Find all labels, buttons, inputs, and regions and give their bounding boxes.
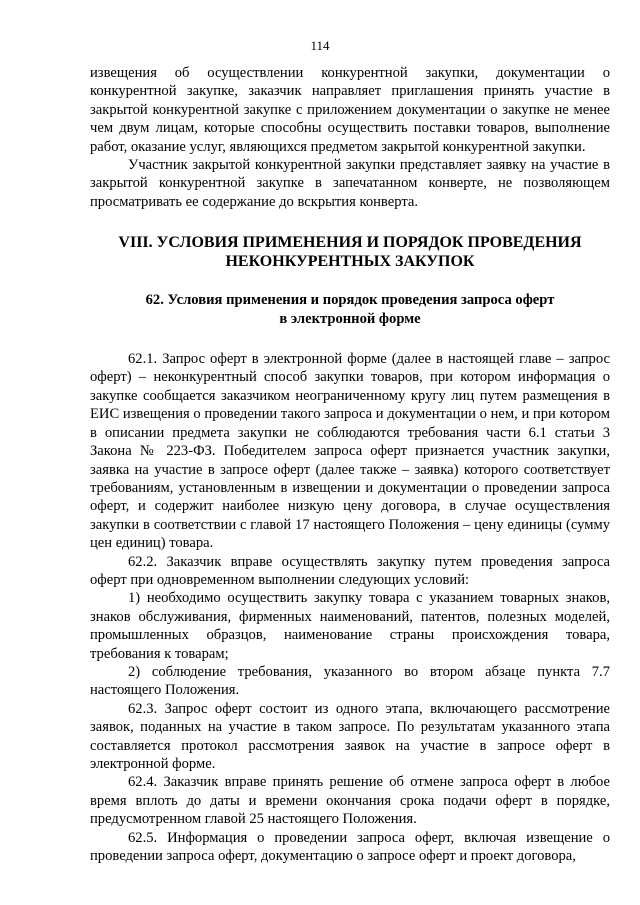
chapter-heading-line: VIII. УСЛОВИЯ ПРИМЕНЕНИЯ И ПОРЯДОК ПРОВЕДЕНИЯ [118,234,582,252]
paragraph-62-2: 62.2. Заказчик вправе осуществлять закупку путем проведения запроса оферт при одновременном выполнении следующих условий: [90,553,610,588]
page-number: 114 [310,38,330,53]
page-content [90,64,610,865]
paragraph-62-3: 62.3. Запрос оферт состоит из одного этапа, включающего рассмотрение заявок, поданных на участие в таком запросе. По результатам указанного этапа составляется протокол рассмотрения заявок на участие в запросе оферт в электронной форме. [90,700,610,772]
chapter-heading [90,233,610,271]
paragraph-continuation: извещения об осуществлении конкурентной закупки, документации о конкурентной закупке, заказчик направляет приглашения принять участие в закрытой конкурентной закупке с приложением документации о закупке не менее чем двум лицам, которые способны осуществить поставки товаров, выполнение работ, оказание услуг, являющихся предметом закрытой конкурентной закупки. [90,65,610,155]
paragraph: Участник закрытой конкурентной закупки представляет заявку на участие в закрытой конкурентной закупке в запечатанном конверте, не позволяющем просматривать ее содержание до вскрытия конверта. [90,157,610,210]
section-heading [90,291,610,328]
section-heading-line: 62. Условия применения и порядок проведения запроса оферт [145,292,555,309]
chapter-heading-line: НЕКОНКУРЕНТНЫХ ЗАКУПОК [225,253,475,271]
paragraph-62-1: 62.1. Запрос оферт в электронной форме (далее в настоящей главе – запрос оферт) – неконкурентный способ закупки товаров, при котором информация о закупке сообщается заказчиком неограниченному кругу лиц путем размещения в ЕИС извещения о проведении такого запроса и документации о нем, и при котором в описании предмета закупки не соблюдаются требования части 6.1 статьи 3 Закона № 223-ФЗ. Победителем запроса оферт признается участник закупки, заявка на участие в запросе оферт (далее также – заявка) которого соответствует требованиям, установленным в извещении и документации о проведении запроса оферт, и содержит наиболее низкую цену договора, в случае осуществления закупки в соответствии с главой 17 настоящего Положения – цену единицы (сумму цен единиц) товара. [90,351,610,552]
paragraph-62-5: 62.5. Информация о проведении запроса оферт, включая извещение о проведении запроса оферт, документацию о запросе оферт и проект договора, [90,829,610,865]
list-item-1: 1) необходимо осуществить закупку товара с указанием товарных знаков, знаков обслуживания, фирменных наименований, патентов, полезных моделей, промышленных образцов, наименование страны происхождения товара, требования к товарам; [90,590,610,662]
section-heading-line: в электронной форме [279,310,421,327]
list-item-2: 2) соблюдение требования, указанного во втором абзаце пункта 7.7 настоящего Положения. [90,663,610,699]
paragraph-62-4: 62.4. Заказчик вправе принять решение об отмене запроса оферт в любое время вплоть до даты и времени окончания срока подачи оферт в порядке, предусмотренном главой 25 настоящего Положения. [90,774,610,828]
